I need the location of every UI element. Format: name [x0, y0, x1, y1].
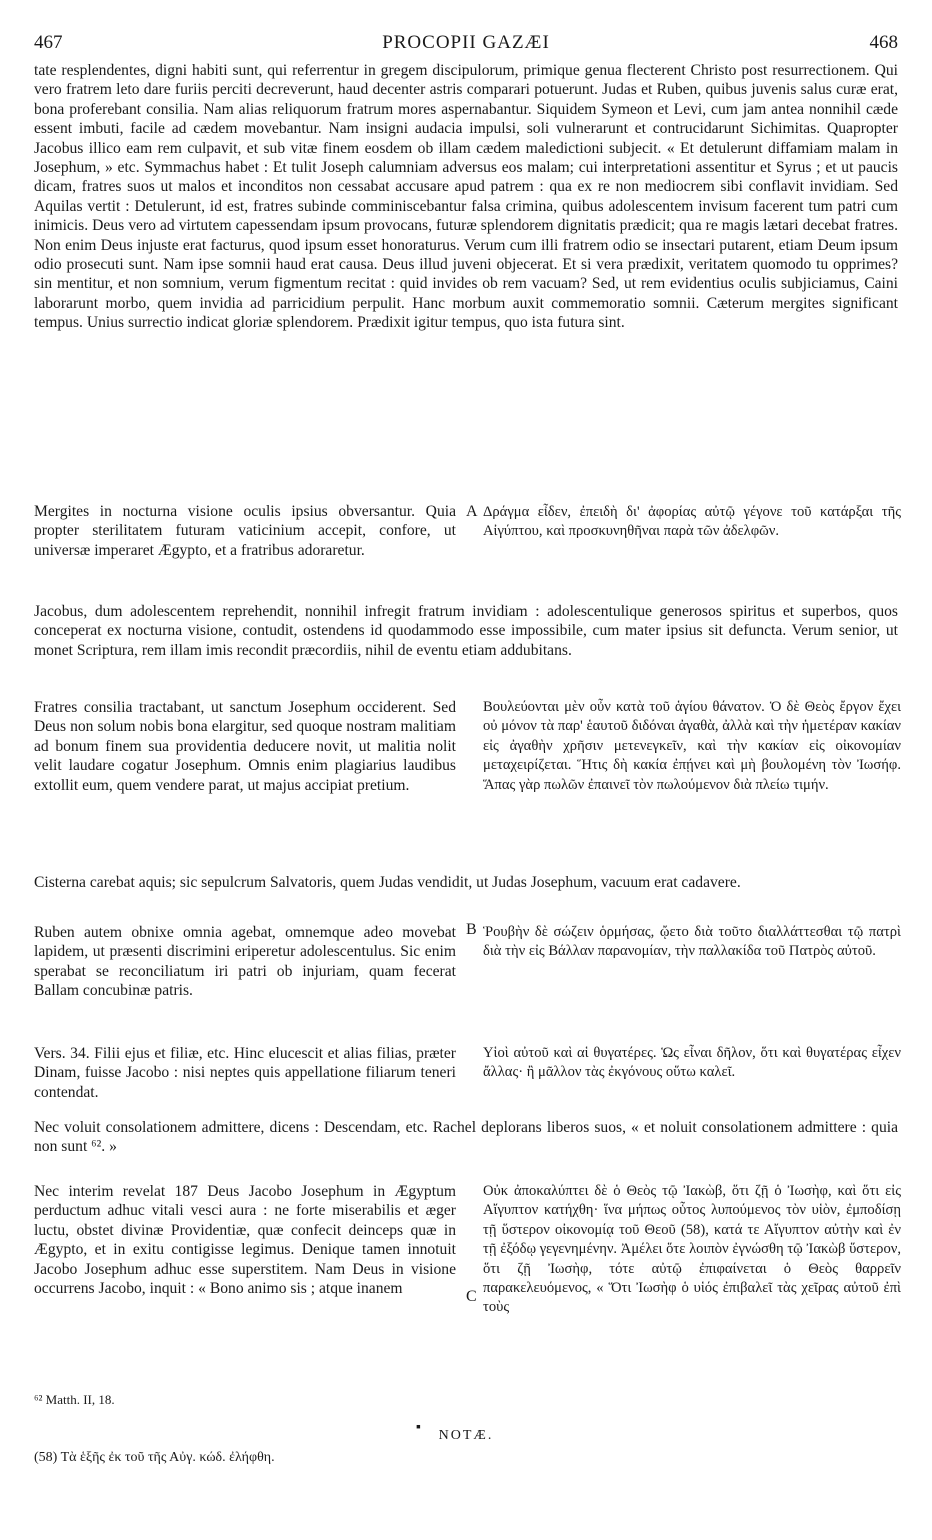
greek-column-ruben: Ῥουβὴν δὲ σώζειν ὁρμήσας, ᾤετο διὰ τοῦτο διαλλάττεσθαι τῷ πατρὶ διὰ τὴν εἰς Βάλλαν παρανομίαν, τὴν παλλακίδα τοῦ Πατρὸς αὐτοῦ.	[483, 924, 901, 960]
left-page-number: 467	[34, 32, 63, 53]
footnote-62: ⁶² Matth. II, 18.	[34, 1392, 115, 1407]
paragraph-cisterna: Cisterna carebat aquis; sic sepulcrum Salvatoris, quem Judas vendidit, ut Judas Josephum, vacuum erat cadavere.	[34, 874, 741, 891]
latin-column-vers34: Vers. 34. Filii ejus et filiæ, etc. Hinc elucescit et alias filias, præter Dinam, fuisse Jacobo : nisi neptes quis appellatione filiarum teneri contendat.	[34, 1045, 456, 1101]
paragraph-jacobus: Jacobus, dum adolescentem reprehendit, nonnihil infregit fratrum invidiam : adolescentulique generosos spiritus et superbos, quos conceperat ex nocturna visione, contudit, ostendens id quodammodo esse impossibile, cum mater ipsius sit defuncta. Verum senior, ut monet Scriptura, rem illam imis recondit præcordiis, nihil de eventu etiam addubitans.	[34, 603, 898, 659]
paragraph-rachel: Nec voluit consolationem admittere, dicens : Descendam, etc. Rachel deplorans liberos suos, « et noluit consolationem admittere : quia non sunt ⁶². »	[34, 1119, 898, 1156]
greek-column-vers34: Υἱοὶ αὐτοῦ καὶ αἱ θυγατέρες. Ὡς εἶναι δῆλον, ὅτι καὶ θυγατέρας εἶχεν ἄλλας· ἢ μᾶλλον τὰς ἐκγόνους οὕτω καλεῖ.	[483, 1045, 901, 1081]
greek-column-mergites: Δράγμα εἶδεν, ἐπειδὴ δι' ἀφορίας αὐτῷ γέγονε τοῦ κατάρξαι τῆς Αἰγύπτου, καὶ προσκυνηθῆναι παρὰ τῶν ἀδελφῶν.	[483, 504, 901, 540]
page-header	[34, 32, 898, 58]
latin-column-ruben: Ruben autem obnixe omnia agebat, omnemque adeo movebat lapidem, ut præsenti discrimini eriperetur adolescentulus. Sic enim sperabat se reconciliatum iri patri ob injuriam, quam fecerat Ballam concubinæ patris.	[34, 924, 456, 1000]
ornament-mark: ▪	[416, 1420, 421, 1435]
latin-column-fratres: Fratres consilia tractabant, ut sanctum Josephum occiderent. Sed Deus non solum nobis bona elargitur, sed quoque nostram malitiam ad bonum finem sua providentia deducere novit, ut malitia nolit velit laudare cogatur Josephum. Omnis enim plagiarius laudibus extollit eum, quem vendere parat, ut majus accipiat pretium.	[34, 699, 456, 794]
right-page-number: 468	[869, 32, 898, 53]
greek-column-fratres: Βουλεύονται μὲν οὖν κατὰ τοῦ ἁγίου θάνατον. Ὁ δὲ Θεὸς ἔργον ἔχει οὐ μόνον τὰ παρ' ἑαυτοῦ διδόναι ἀγαθὰ, ἀλλὰ καὶ τὴν ἡμετέραν κακίαν εἰς ἀγαθὴν χρῆσιν μετενεγκεῖν, καὶ τὴν κακίαν εἰς οἰκονομίαν μεταχειρίζεται. Ἥτις δὴ κακία ἐπῄνει καὶ μὴ βουλομένη τὸν Ἰωσήφ. Ἅπας γὰρ πωλῶν ἐπαινεῖ τὸν πωλούμενον διὰ πλείω τιμήν.	[483, 699, 901, 793]
greek-column-revelat: Οὐκ ἀποκαλύπτει δὲ ὁ Θεὸς τῷ Ἰακὼβ, ὅτι ζῇ ὁ Ἰωσὴφ, καὶ ὅτι εἰς Αἴγυπτον κατήχθη· ἵνα μήπως οὗτος λυπούμενος τὸν υἱὸν, ἐμποδίσῃ τῇ ὕστερον οἰκονομίᾳ τοῦ Θεοῦ (58), κατά τε Αἴγυπτον αὐτὴν καὶ ἐν τῇ ἐξόδῳ γεγενημένην. Ἀμέλει ὅτε λοιπὸν ἐγνώσθη τῷ Ἰακὼβ ὕστερον, ὅτι ζῇ Ἰωσὴφ, τότε αὐτῷ ἐπιφαίνεται ὁ Θεὸς θαρρεῖν παρακελευόμενος, « Ὅτι Ἰωσὴφ ὁ υἱός ἐπιβαλεῖ τὰς χεῖρας αὐτοῦ ἐπὶ τοὺς	[483, 1183, 901, 1316]
margin-marker-a: A	[466, 503, 478, 520]
note-58: (58) Τὰ ἑξῆς ἐκ τοῦ τῆς Αὐγ. κώδ. ἐλήφθη.	[34, 1450, 275, 1465]
running-title: PROCOPII GAZÆI	[382, 32, 550, 53]
latin-column-mergites: Mergites in nocturna visione oculis ipsius obversantur. Quia propter sterilitatem futuram vaticinium accepit, confore, ut universæ imperaret Ægypto, et a fratribus adoraretur.	[34, 503, 456, 559]
latin-column-revelat: Nec interim revelat 187 Deus Jacobo Josephum in Ægyptum perductum adhuc vitali vesci aura : ne forte miserabilis et æger luctu, obstet divinæ Providentiæ, quæ confecit deinceps quæ in Ægypto, et in exitu contigisse legimus. Denique tamen innotuit Jacobo Josephum adhuc esse superstitem. Nam Deus in visione occurrens Jacobo, inquit : « Bono animo sis ; atque inanem	[34, 1183, 456, 1298]
notes-heading: NOTÆ.	[438, 1428, 494, 1443]
paragraph-latin-intro: tate resplendentes, digni habiti sunt, qui referrentur in gregem discipulorum, primique genua flecterent Christo post resurrectionem. Qui vero fratrem leto dare furiis perciti decreverunt, haud decenter astris comparari potuerunt. Judas et Ruben, quibus juvenis salus curæ erat, bona proferebant consilia. Nam alias reliquorum fratrum mores aspernabantur. Siquidem Symeon et Levi, cum jam antea nonnihil cæde essent imbuti, facile ad cædem movebantur. Nam insigni audacia impulsi, soli vulnerarunt et contrucidarunt Sichimitas. Quapropter Jacobus illico eam rem culpavit, et sub vitæ finem eosdem ob illam cædem maledictioni subjecit. « Et detulerunt diffamiam malam in Josephum, » etc. Symmachus habet : Et tulit Joseph calumniam adversus eos malam; cui interpretationi assentitur et Syrus ; et ut paucis dicam, fratres suos ut malos et inconditos non cessabat accusare apud patrem : qua ex re non mediocrem sibi conflavit invidiam. Sed Aquilas vertit : Detulerunt, id est, fratres subinde comminiscebantur falsa crimina, quibus adolescentem invisum facerent tum patri cum inimicis. Deus vero ad virtutem capessendam ipsum provocans, futuræ splendorem dignitatis prædicit; qua re magis lætari decebat fratres. Non enim Deus injuste erat facturus, quod ipsum esset honoraturus. Verum cum illi fratrem odio se insectari putarent, etiam Deum ipsum odio prosecuti sunt. Nam ipse somnii haud erat causa. Deus illud juveni objecerat. Et si vera prædixit, veritatem quomodo tu opprimes? sin mentitur, et non somnium, verum figmentum recitat : quid invides ob rem vacuam? Sed, ut rem evidentius oculis subjiciamus, Caini laborarunt morbo, quem invidia ad parricidium perpulit. Hanc morbum auxit commemoratio somnii. Cæterum mergites significant tempus. Unius surrectio indicat gloriæ splendorem. Prædixit igitur tempus, quo ista futura sint.	[34, 62, 898, 332]
margin-marker-c: C	[466, 1288, 477, 1305]
margin-marker-b: B	[466, 921, 477, 938]
